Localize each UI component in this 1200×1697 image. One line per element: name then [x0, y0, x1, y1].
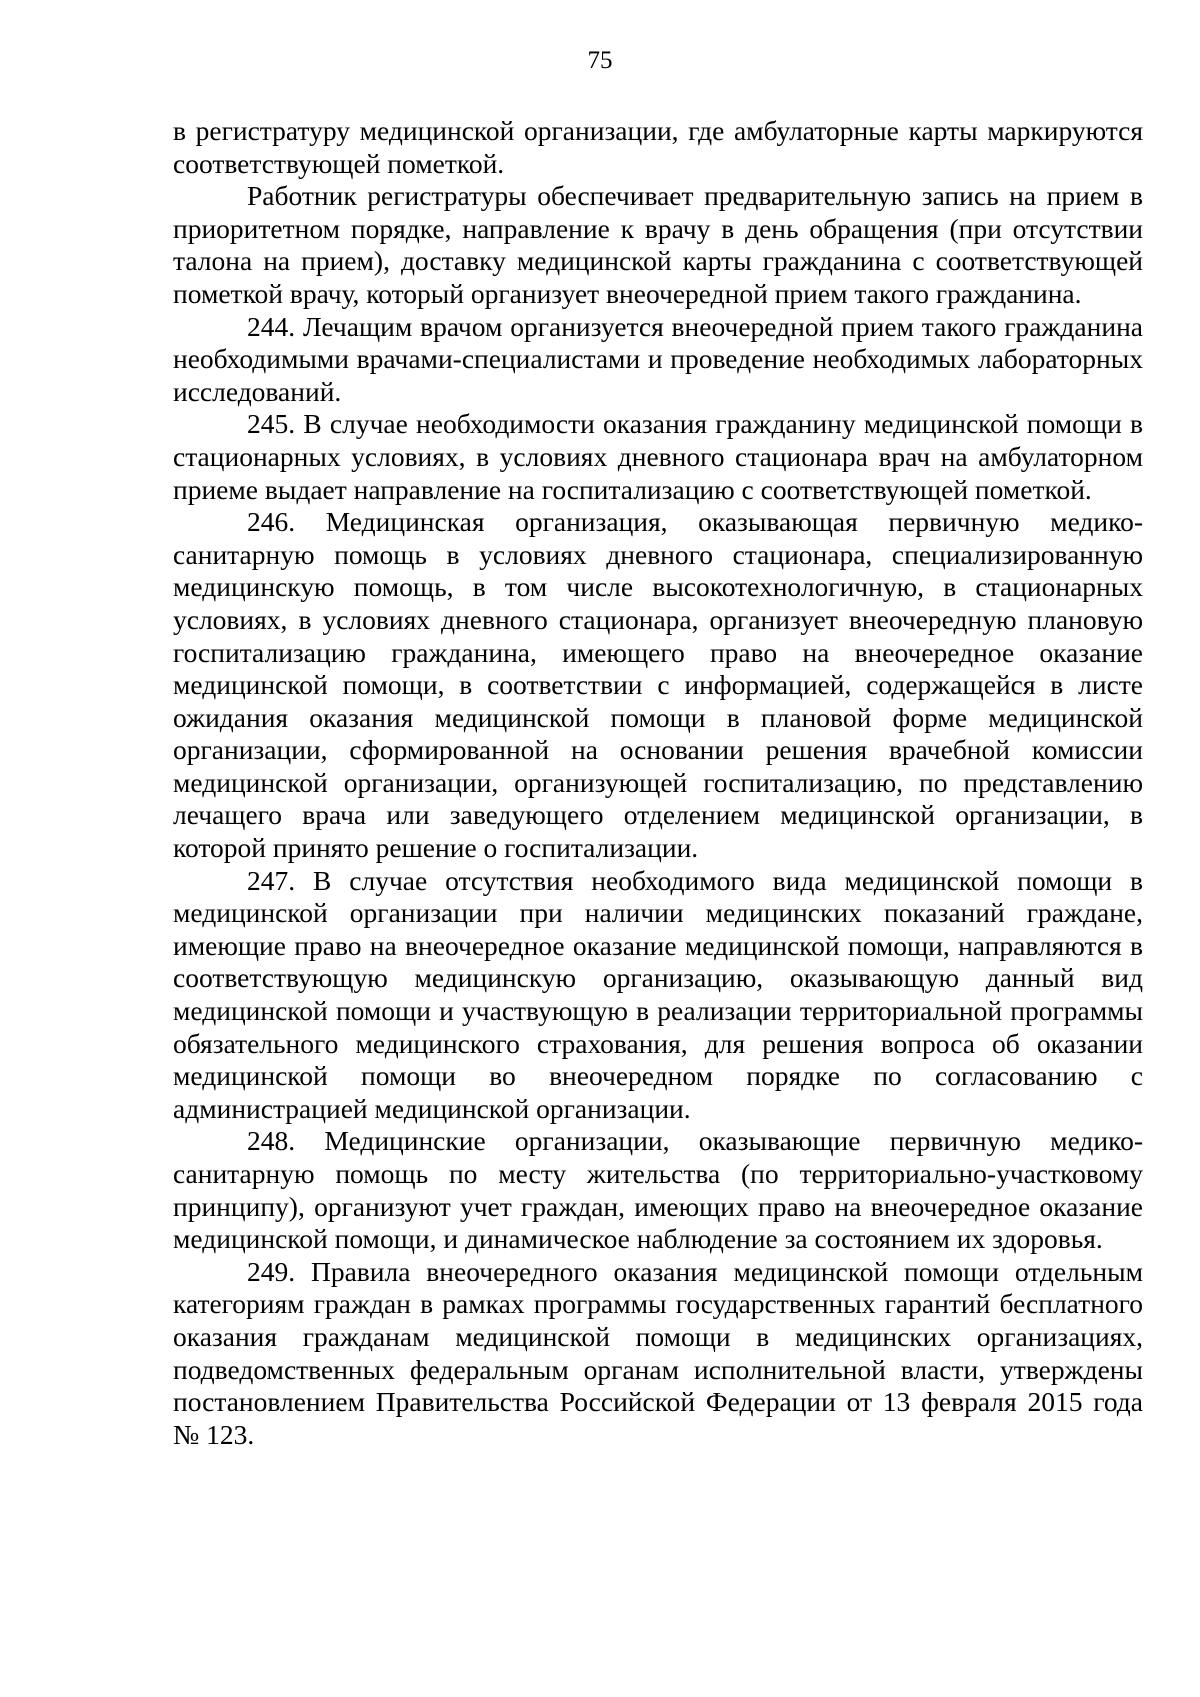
paragraph-249: 249. Правила внеочередного оказания медицинской помощи отдельным категориям граждан в рамках программы государственных гарантий бесплатного оказания гражданам медицинской помощи в медицинских организациях, подведомственных федеральным органам исполнительной власти, утверждены постановлением Правительства Российской Федерации от 13 февраля 2015 года № 123.	[173, 1255, 1143, 1450]
paragraph-registry-worker: Работник регистратуры обеспечивает предварительную запись на прием в приоритетном порядке, направление к врачу в день обращения (при отсутствии талона на прием), доставку медицинской карты гражданина с соответствующей пометкой врачу, который организует внеочередной прием такого гражданина.	[173, 180, 1143, 309]
paragraph-245: 245. В случае необходимости оказания гражданину медицинской помощи в стационарных условиях, в условиях дневного стационара врач на амбулаторном приеме выдает направление на госпитализацию с соответствующей пометкой.	[173, 408, 1143, 505]
paragraph-248: 248. Медицинские организации, оказывающие первичную медико-санитарную помощь по месту жительства (по территориально-участковому принципу), организуют учет граждан, имеющих право на внеочередное оказание медицинской помощи, и динамическое наблюдение за состоянием их здоровья.	[173, 1125, 1143, 1255]
page-number: 75	[587, 47, 613, 74]
paragraph-244: 244. Лечащим врачом организуется внеочередной прием такого гражданина необходимыми врачами-специалистами и проведение необходимых лабораторных исследований.	[173, 310, 1143, 407]
document-body	[173, 115, 1143, 1451]
paragraph-246: 246. Медицинская организация, оказывающая первичную медико-санитарную помощь в условиях дневного стационара, специализированную медицинскую помощь, в том числе высокотехнологичную, в стационарных условиях, в условиях дневного стационара, организует внеочередную плановую госпитализацию гражданина, имеющего право на внеочередное оказание медицинской помощи, в соответствии с информацией, содержащейся в листе ожидания оказания медицинской помощи в плановой форме медицинской организации, сформированной на основании решения врачебной комиссии медицинской организации, организующей госпитализацию, по представлению лечащего врача или заведующего отделением медицинской организации, в которой принято решение о госпитализации.	[173, 506, 1143, 864]
paragraph-247: 247. В случае отсутствия необходимого вида медицинской помощи в медицинской организации при наличии медицинских показаний граждане, имеющие право на внеочередное оказание медицинской помощи, направляются в соответствующую медицинскую организацию, оказывающую данный вид медицинской помощи и участвующую в реализации территориальной программы обязательного медицинского страхования, для решения вопроса об оказании медицинской помощи во внеочередном порядке по согласованию с администрацией медицинской организации.	[173, 864, 1143, 1124]
paragraph-continuation: в регистратуру медицинской организации, где амбулаторные карты маркируются соответствующей пометкой.	[173, 115, 1143, 179]
